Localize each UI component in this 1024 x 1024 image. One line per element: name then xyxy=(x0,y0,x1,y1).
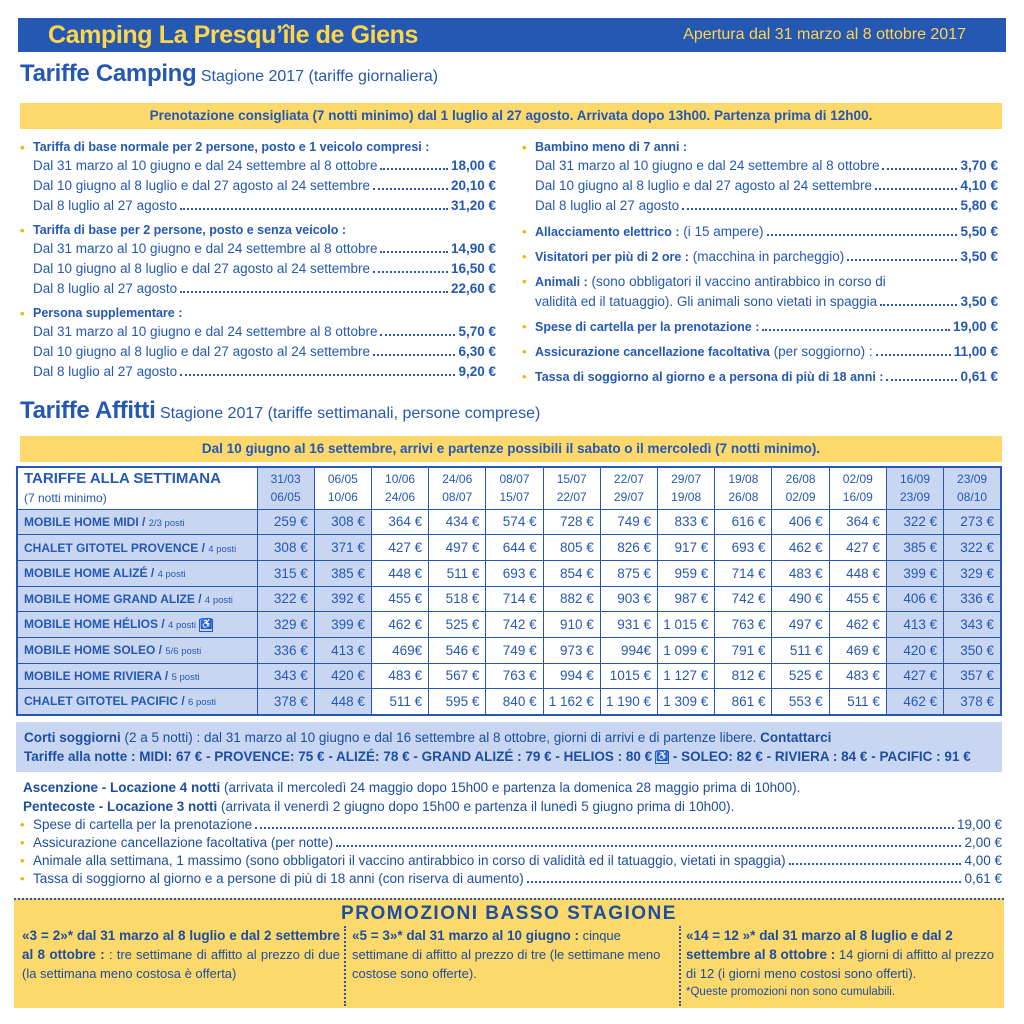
price-cell: 875 € xyxy=(600,560,657,586)
price-cell: 497 € xyxy=(429,535,486,561)
camping-section-heading xyxy=(20,60,438,88)
table-row xyxy=(17,509,1001,535)
accommodation-name: CHALET GITOTEL PACIFIC / 6 posti xyxy=(17,689,257,715)
price-cell: 483 € xyxy=(371,663,428,689)
price-cell: 917 € xyxy=(658,535,715,561)
bullet-icon: • xyxy=(522,249,527,264)
price-cell: 861 € xyxy=(715,689,772,715)
price-cell: 973 € xyxy=(543,637,600,663)
accommodation-name: MOBILE HOME ALIZÉ / 4 posti xyxy=(17,560,257,586)
price-cell: 1015 € xyxy=(600,663,657,689)
tariff-group-heading: Tariffa di base per 2 persone, posto e senza veicolo : xyxy=(33,223,347,237)
price-cell: 763 € xyxy=(715,612,772,638)
rental-extras xyxy=(20,778,1002,888)
price-cell: 693 € xyxy=(715,535,772,561)
price-cell: 385 € xyxy=(886,535,943,561)
wheelchair-icon: ♿ xyxy=(656,750,669,762)
extra-charge-line: • Assicurazione cancellazione facoltativa (per notte) 2,00 € xyxy=(20,835,1002,850)
tariff-price: 18,00 € xyxy=(450,158,496,173)
price-cell: 763 € xyxy=(486,663,543,689)
pentecost-offer: Pentecoste - Locazione 3 notti (arrivata il venerdì 2 giugno dopo 15h00 e partenza il lunedì 5 giugno prima di 10h00). xyxy=(23,799,735,814)
camping-tariffs-right xyxy=(522,139,998,387)
extra-price: 19,00 € xyxy=(956,817,1002,832)
price-cell: 511 € xyxy=(772,637,829,663)
price-cell: 427 € xyxy=(829,535,886,561)
tariff-price: 31,20 € xyxy=(450,198,496,213)
tariff-group-heading: Tariffa di base normale per 2 persone, posto e 1 veicolo compresi : xyxy=(33,140,430,154)
price-cell: 511 € xyxy=(829,689,886,715)
tariff-group-child xyxy=(522,139,998,216)
short-stays-line: Corti soggiorni (2 a 5 notti) : dal 31 marzo al 10 giugno e dal 16 settembre al 8 ottobre, giorni di arrivi e di partenze libere. Contattarci xyxy=(24,730,832,745)
price-cell: 329 € xyxy=(257,612,314,638)
camping-section-subtitle: Stagione 2017 (tariffe giornaliera) xyxy=(200,68,439,85)
price-cell: 497 € xyxy=(772,612,829,638)
price-cell: 616 € xyxy=(715,509,772,535)
period-header: 23/09 08/10 xyxy=(944,467,1001,509)
price-cell: 511 € xyxy=(371,689,428,715)
booking-fee-line: • Spese di cartella per la prenotazione : 19,00 € xyxy=(522,317,998,337)
insurance-line: • Assicurazione cancellazione facoltativa (per soggiorno) : 11,00 € xyxy=(522,342,998,362)
accommodation-name: MOBILE HOME HÉLIOS / 4 posti ♿ xyxy=(17,612,257,638)
promo-divider xyxy=(344,926,346,1006)
tariff-price: 3,70 € xyxy=(960,158,998,173)
period-header: 06/05 10/06 xyxy=(314,467,371,509)
price-cell: 1 309 € xyxy=(658,689,715,715)
price-cell: 406 € xyxy=(772,509,829,535)
price-cell: 518 € xyxy=(429,586,486,612)
tariff-price: 0,61 € xyxy=(960,369,998,384)
period-header: 19/08 26/08 xyxy=(715,467,772,509)
price-cell: 749 € xyxy=(486,637,543,663)
price-cell: 483 € xyxy=(829,663,886,689)
price-cell: 350 € xyxy=(944,637,1001,663)
tariff-price: 5,80 € xyxy=(960,198,998,213)
price-cell: 714 € xyxy=(486,586,543,612)
price-cell: 1 099 € xyxy=(658,637,715,663)
price-cell: 322 € xyxy=(886,509,943,535)
price-cell: 525 € xyxy=(772,663,829,689)
tariff-line: Dal 10 giugno al 8 luglio e dal 27 agosto al 24 settembre 20,10 € xyxy=(20,176,496,196)
price-cell: 343 € xyxy=(944,612,1001,638)
price-cell: 427 € xyxy=(371,535,428,561)
price-cell: 455 € xyxy=(371,586,428,612)
contact-us-text: Contattarci xyxy=(760,730,832,745)
tariff-line: Dal 8 luglio al 27 agosto 9,20 € xyxy=(20,362,496,382)
price-cell: 392 € xyxy=(314,586,371,612)
tariff-line: Dal 10 giugno al 8 luglio e dal 27 agosto al 24 settembre 16,50 € xyxy=(20,259,496,279)
price-cell: 448 € xyxy=(371,560,428,586)
tourist-tax-line: • Tassa di soggiorno al giorno e a persona di più di 18 anni : 0,61 € xyxy=(522,367,998,387)
accommodation-name: CHALET GITOTEL PROVENCE / 4 posti xyxy=(17,535,257,561)
table-row xyxy=(17,535,1001,561)
tariff-line: Dal 31 marzo al 10 giugno e dal 24 settembre al 8 ottobre 5,70 € xyxy=(20,322,496,342)
promo-5-for-3: «5 = 3»* dal 31 marzo al 10 giugno : cinque settimane di affitto al prezzo di tre (le settimane meno costose sono offerte). xyxy=(352,928,661,981)
camping-booking-notice: Prenotazione consigliata (7 notti minimo) dal 1 luglio al 27 agosto. Arrivata dopo 13h00. Partenza prima di 12h00. xyxy=(20,103,1002,129)
bullet-icon: • xyxy=(20,871,25,886)
price-cell: 728 € xyxy=(543,509,600,535)
table-header-label: TARIFFE ALLA SETTIMANA (7 notti minimo) xyxy=(17,467,257,509)
rentals-section-title: Tariffe Affitti xyxy=(20,397,156,424)
opening-dates: Apertura dal 31 marzo al 8 ottobre 2017 xyxy=(683,26,966,43)
price-cell: 693 € xyxy=(486,560,543,586)
price-cell: 994 € xyxy=(543,663,600,689)
price-cell: 329 € xyxy=(944,560,1001,586)
promo-3-for-2: «3 = 2»* dal 31 marzo al 8 luglio e dal 2 settembre al 8 ottobre : : tre settimane di affitto al prezzo di due (la settimana meno costosa è offerta) xyxy=(22,928,340,981)
price-cell: 644 € xyxy=(486,535,543,561)
price-cell: 336 € xyxy=(257,637,314,663)
table-row xyxy=(17,637,1001,663)
price-cell: 420 € xyxy=(886,637,943,663)
camping-name: Camping La Presqu’île de Giens xyxy=(48,20,419,49)
price-cell: 959 € xyxy=(658,560,715,586)
extra-charge-line: • Spese di cartella per la prenotazione 19,00 € xyxy=(20,817,1002,832)
price-cell: 357 € xyxy=(944,663,1001,689)
price-cell: 448 € xyxy=(829,560,886,586)
price-cell: 322 € xyxy=(257,586,314,612)
accommodation-name: MOBILE HOME GRAND ALIZE / 4 posti xyxy=(17,586,257,612)
period-header: 08/07 15/07 xyxy=(486,467,543,509)
period-header: 24/06 08/07 xyxy=(429,467,486,509)
price-cell: 371 € xyxy=(314,535,371,561)
bullet-icon: • xyxy=(522,224,527,239)
price-cell: 987 € xyxy=(658,586,715,612)
bullet-icon: • xyxy=(20,817,25,832)
rentals-booking-notice: Dal 10 giugno al 16 settembre, arrivi e partenze possibili il sabato o il mercoledì (7 notti minimo). xyxy=(20,436,1002,462)
period-header: 31/03 06/05 xyxy=(257,467,314,509)
price-cell: 567 € xyxy=(429,663,486,689)
price-cell: 840 € xyxy=(486,689,543,715)
period-header: 22/07 29/07 xyxy=(600,467,657,509)
price-cell: 364 € xyxy=(829,509,886,535)
tariff-price: 3,50 € xyxy=(960,249,998,264)
bullet-icon: • xyxy=(20,223,25,238)
price-cell: 833 € xyxy=(658,509,715,535)
accommodation-name: MOBILE HOME RIVIERA / 5 posti xyxy=(17,663,257,689)
price-cell: 315 € xyxy=(257,560,314,586)
bullet-icon: • xyxy=(522,319,527,334)
wheelchair-icon: ♿ xyxy=(200,618,213,630)
price-cell: 574 € xyxy=(486,509,543,535)
tariff-group-base-no-vehicle xyxy=(20,222,496,299)
tariff-line: Dal 10 giugno al 8 luglio e dal 27 agosto al 24 settembre 6,30 € xyxy=(20,342,496,362)
tariff-line: Dal 8 luglio al 27 agosto 22,60 € xyxy=(20,279,496,299)
accommodation-name: MOBILE HOME SOLEO / 5/6 posti xyxy=(17,637,257,663)
price-cell: 448 € xyxy=(314,689,371,715)
tariff-line: Dal 10 giugno al 8 luglio e dal 27 agosto al 24 settembre 4,10 € xyxy=(522,176,998,196)
table-row xyxy=(17,586,1001,612)
rentals-section-heading xyxy=(20,397,540,425)
price-cell: 308 € xyxy=(257,535,314,561)
promotions-title: PROMOZIONI BASSO STAGIONE xyxy=(341,903,677,924)
tariff-line: Dal 31 marzo al 10 giugno e dal 24 settembre al 8 ottobre 3,70 € xyxy=(522,156,998,176)
promo-note: *Queste promozioni non sono cumulabili. xyxy=(686,986,896,998)
price-cell: 791 € xyxy=(715,637,772,663)
table-row xyxy=(17,612,1001,638)
period-header: 15/07 22/07 xyxy=(543,467,600,509)
price-cell: 413 € xyxy=(886,612,943,638)
rentals-section-subtitle: Stagione 2017 (tariffe settimanali, persone comprese) xyxy=(159,405,541,422)
extra-price: 4,00 € xyxy=(964,853,1002,868)
tariff-price: 4,10 € xyxy=(960,178,998,193)
price-cell: 273 € xyxy=(944,509,1001,535)
tariff-line: Dal 8 luglio al 27 agosto 31,20 € xyxy=(20,196,496,216)
promo-14-for-12: «14 = 12 »* dal 31 marzo al 8 luglio e dal 2 settembre al 8 ottobre : 14 giorni di affitto al prezzo di 12 (i giorni meno costosi sono offerti). *Queste promozioni non sono cumulabili. xyxy=(686,926,998,1002)
price-cell: 742 € xyxy=(486,612,543,638)
rental-rates-table xyxy=(16,466,1002,716)
tariff-price: 20,10 € xyxy=(450,178,496,193)
price-cell: 1 015 € xyxy=(658,612,715,638)
price-cell: 385 € xyxy=(314,560,371,586)
extra-charge-line: • Tassa di soggiorno al giorno e a persone di più di 18 anni (con riserva di aumento) 0,61 € xyxy=(20,871,1002,886)
price-cell: 399 € xyxy=(314,612,371,638)
ascension-offer: Ascenzione - Locazione 4 notti (arrivata il mercoledì 24 maggio dopo 15h00 e partenza la domenica 28 maggio prima di 10h00). xyxy=(23,780,801,795)
price-cell: 413 € xyxy=(314,637,371,663)
tariff-group-heading: Bambino meno di 7 anni : xyxy=(535,140,688,154)
price-cell: 406 € xyxy=(886,586,943,612)
price-cell: 826 € xyxy=(600,535,657,561)
bullet-icon: • xyxy=(522,369,527,384)
night-rates-line: Tariffe alla notte : MIDI: 67 € - PROVENCE: 75 € - ALIZÉ: 78 € - GRAND ALIZÉ : 79 € - HELIOS : 80 € ♿ - SOLEO: 82 € - RIVIERA : 84 € - PACIFIC : 91 € xyxy=(24,749,971,764)
tariff-price: 19,00 € xyxy=(952,319,998,334)
accommodation-name: MOBILE HOME MIDI / 2/3 posti xyxy=(17,509,257,535)
table-row xyxy=(17,689,1001,715)
price-cell: 714 € xyxy=(715,560,772,586)
tariff-line: Dal 31 marzo al 10 giugno e dal 24 settembre al 8 ottobre 14,90 € xyxy=(20,239,496,259)
extra-price: 2,00 € xyxy=(964,835,1002,850)
price-cell: 910 € xyxy=(543,612,600,638)
bullet-icon: • xyxy=(522,274,527,289)
price-cell: 511 € xyxy=(429,560,486,586)
animals-line-cont: validità ed il tatuaggio). Gli animali sono vietati in spaggia 3,50 € xyxy=(522,292,998,312)
bullet-icon: • xyxy=(522,140,527,155)
price-cell: 434 € xyxy=(429,509,486,535)
tariff-price: 11,00 € xyxy=(953,344,998,359)
tariff-price: 16,50 € xyxy=(450,261,496,276)
tariff-line: Dal 31 marzo al 10 giugno e dal 24 settembre al 8 ottobre 18,00 € xyxy=(20,156,496,176)
price-cell: 343 € xyxy=(257,663,314,689)
price-cell: 931 € xyxy=(600,612,657,638)
price-cell: 490 € xyxy=(772,586,829,612)
price-cell: 483 € xyxy=(772,560,829,586)
price-cell: 427 € xyxy=(886,663,943,689)
price-cell: 1 127 € xyxy=(658,663,715,689)
price-cell: 553 € xyxy=(772,689,829,715)
price-cell: 854 € xyxy=(543,560,600,586)
price-cell: 336 € xyxy=(944,586,1001,612)
tariff-price: 5,50 € xyxy=(960,224,998,239)
tariff-price: 14,90 € xyxy=(450,241,496,256)
tariff-price: 6,30 € xyxy=(458,344,496,359)
camping-tariffs-left xyxy=(20,139,496,388)
period-header: 02/09 16/09 xyxy=(829,467,886,509)
price-cell: 399 € xyxy=(886,560,943,586)
tariff-price: 22,60 € xyxy=(450,281,496,296)
tariff-line: Dal 8 luglio al 27 agosto 5,80 € xyxy=(522,196,998,216)
price-cell: 462 € xyxy=(829,612,886,638)
table-header-row xyxy=(17,467,1001,509)
tariff-price: 3,50 € xyxy=(960,294,998,309)
price-cell: 455 € xyxy=(829,586,886,612)
price-cell: 469€ xyxy=(371,637,428,663)
price-cell: 462 € xyxy=(886,689,943,715)
period-header: 29/07 19/08 xyxy=(658,467,715,509)
bullet-icon: • xyxy=(20,853,25,868)
table-row xyxy=(17,560,1001,586)
bullet-icon: • xyxy=(522,344,527,359)
price-cell: 749 € xyxy=(600,509,657,535)
price-cell: 525 € xyxy=(429,612,486,638)
extra-price: 0,61 € xyxy=(964,871,1002,886)
price-cell: 546 € xyxy=(429,637,486,663)
bullet-icon: • xyxy=(20,140,25,155)
electric-hookup-line: • Allacciamento elettrico : (i 15 ampere) 5,50 € xyxy=(522,222,998,242)
visitors-line: • Visitatori per più di 2 ore : (macchina in parcheggio) 3,50 € xyxy=(522,247,998,267)
price-cell: 595 € xyxy=(429,689,486,715)
price-cell: 308 € xyxy=(314,509,371,535)
bullet-icon: • xyxy=(20,835,25,850)
price-cell: 812 € xyxy=(715,663,772,689)
price-cell: 805 € xyxy=(543,535,600,561)
price-cell: 420 € xyxy=(314,663,371,689)
price-cell: 903 € xyxy=(600,586,657,612)
extra-charge-line: • Animale alla settimana, 1 massimo (sono obbligatori il vaccino antirabbico in corso di validità ed il tatuaggio, vietati in spaggia) 4,00 € xyxy=(20,853,1002,868)
tariff-group-heading: Persona supplementare : xyxy=(33,306,183,320)
price-cell: 994€ xyxy=(600,637,657,663)
table-row xyxy=(17,663,1001,689)
price-cell: 364 € xyxy=(371,509,428,535)
promotions-panel xyxy=(14,898,1004,1008)
price-cell: 378 € xyxy=(944,689,1001,715)
price-cell: 259 € xyxy=(257,509,314,535)
price-cell: 1 190 € xyxy=(600,689,657,715)
price-cell: 469 € xyxy=(829,637,886,663)
price-cell: 378 € xyxy=(257,689,314,715)
price-cell: 462 € xyxy=(371,612,428,638)
promo-divider xyxy=(679,926,681,1006)
tariff-group-extra-person xyxy=(20,305,496,382)
period-header: 10/06 24/06 xyxy=(371,467,428,509)
short-stays-box xyxy=(16,722,1002,772)
header-bar xyxy=(18,18,1006,52)
price-cell: 742 € xyxy=(715,586,772,612)
tariff-price: 9,20 € xyxy=(458,364,496,379)
period-header: 26/08 02/09 xyxy=(772,467,829,509)
price-cell: 322 € xyxy=(944,535,1001,561)
bullet-icon: • xyxy=(20,306,25,321)
price-cell: 1 162 € xyxy=(543,689,600,715)
price-cell: 882 € xyxy=(543,586,600,612)
tariff-group-base-vehicle xyxy=(20,139,496,216)
price-cell: 462 € xyxy=(772,535,829,561)
period-header: 16/09 23/09 xyxy=(886,467,943,509)
tariff-price: 5,70 € xyxy=(458,324,496,339)
camping-section-title: Tariffe Camping xyxy=(20,60,197,87)
animals-line: • Animali : (sono obbligatori il vaccino antirabbico in corso di xyxy=(522,272,998,292)
